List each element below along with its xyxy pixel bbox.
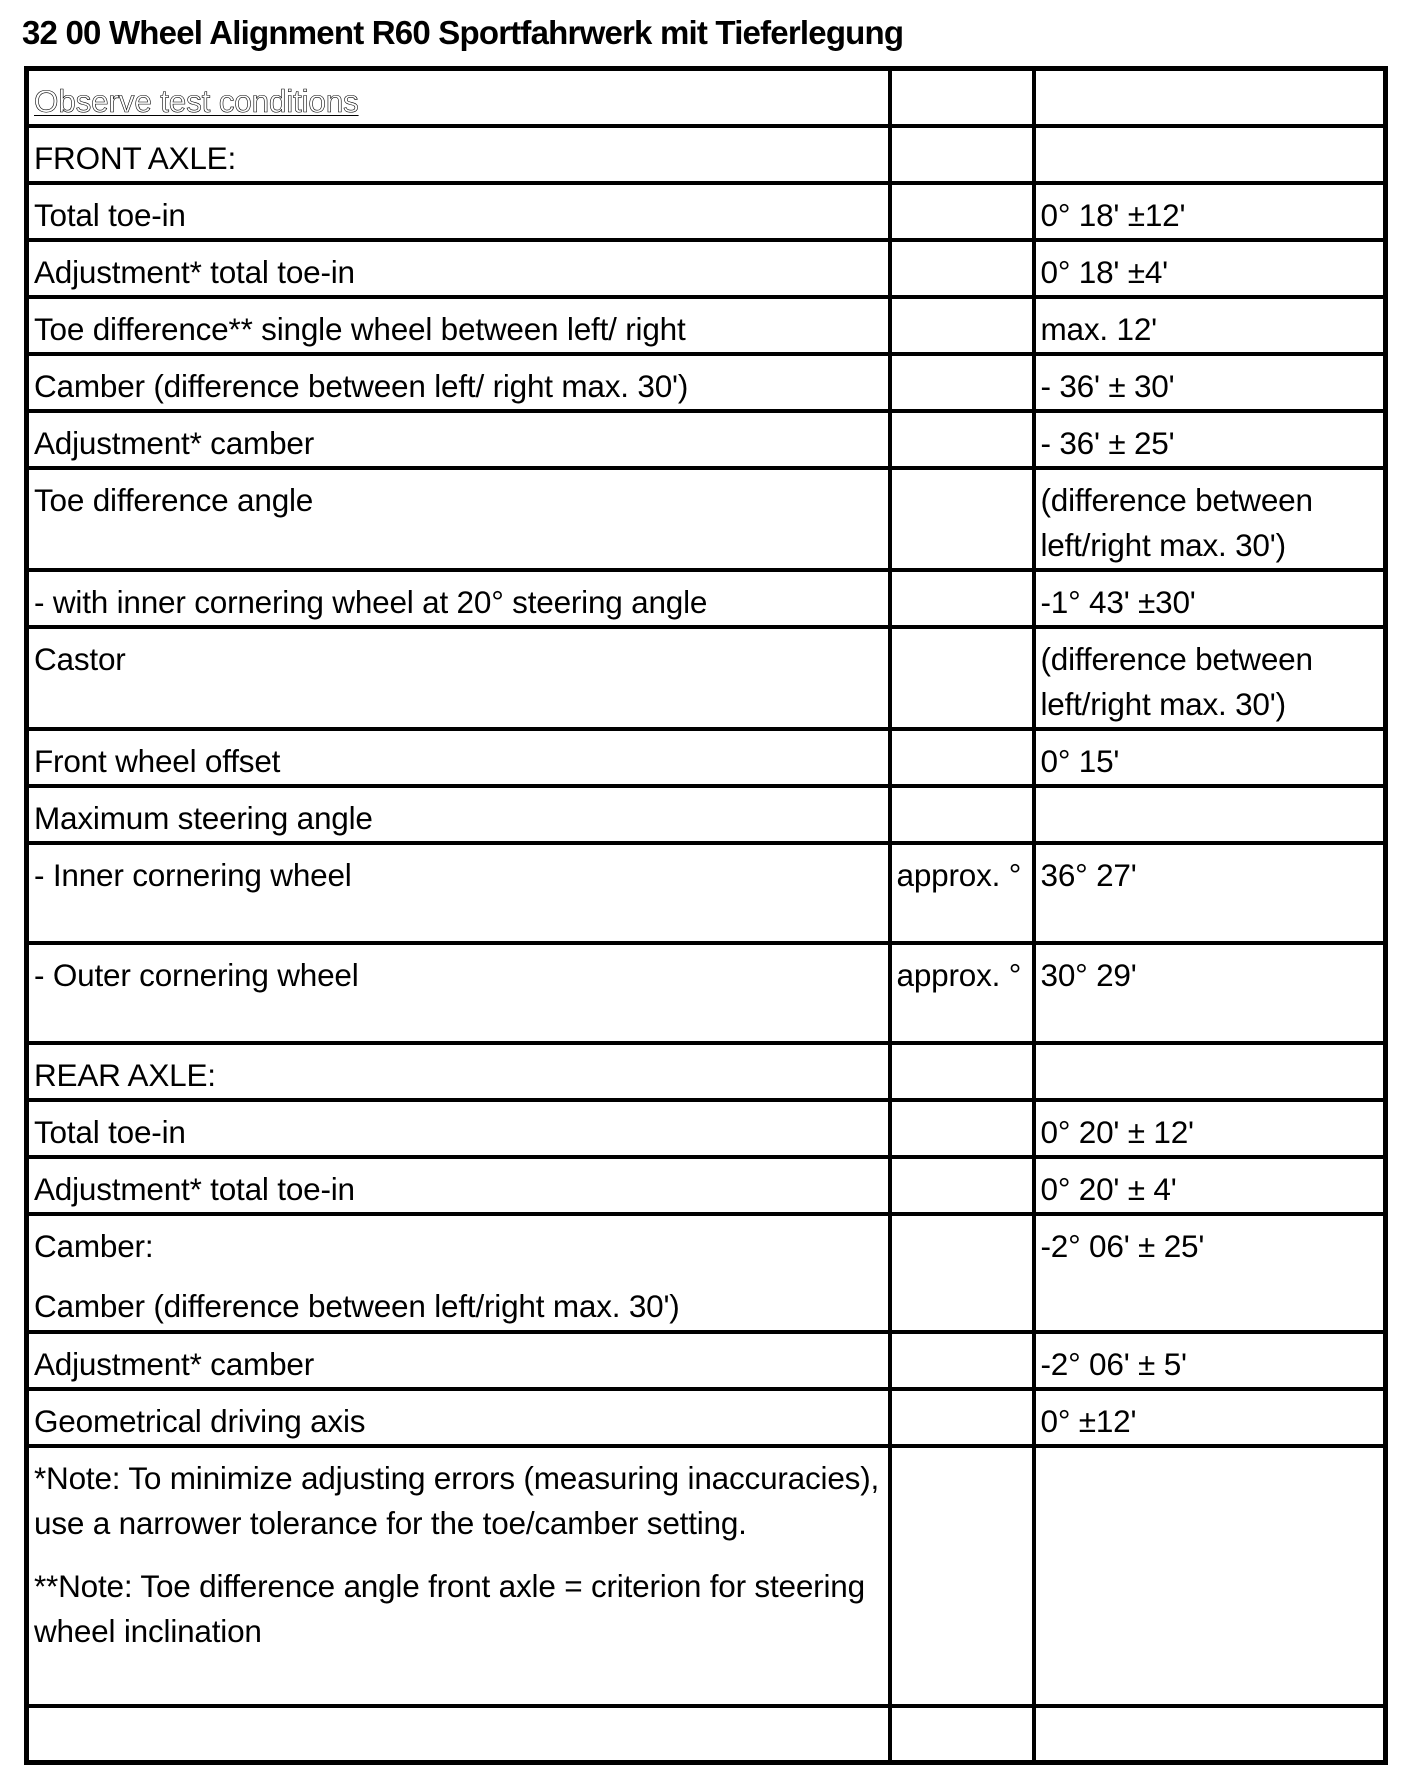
table-row — [27, 1157, 1386, 1214]
table-cell-approx — [890, 1389, 1034, 1446]
table-cell-parameter — [27, 1214, 890, 1332]
note-toe-difference: **Note: Toe difference angle front axle = criterion for steering wheel inclination — [34, 1568, 865, 1649]
table-cell-value — [1034, 69, 1386, 127]
camber-heading: Camber: — [34, 1228, 154, 1264]
table-cell-parameter: Adjustment* total toe-in — [27, 1157, 890, 1214]
table-cell-parameter: Total toe-in — [27, 1100, 890, 1157]
table-cell-value — [1034, 1446, 1386, 1706]
table-row — [27, 570, 1386, 627]
table-cell-parameter: - Outer cornering wheel — [27, 943, 890, 1043]
table-cell-approx: approx. ° — [890, 943, 1034, 1043]
table-cell-parameter: Front wheel offset — [27, 729, 890, 786]
table-cell-parameter: Camber (difference between left/ right max. 30') — [27, 354, 890, 411]
table-cell-value: 0° 20' ± 4' — [1034, 1157, 1386, 1214]
table-cell-parameter: Geometrical driving axis — [27, 1389, 890, 1446]
table-cell-approx — [890, 1446, 1034, 1706]
table-cell-parameter: Total toe-in — [27, 183, 890, 240]
table-cell-parameter: REAR AXLE: — [27, 1043, 890, 1100]
table-cell-parameter — [27, 69, 890, 127]
table-cell-parameter: FRONT AXLE: — [27, 126, 890, 183]
table-row — [27, 786, 1386, 843]
table-cell-parameter: Adjustment* camber — [27, 1332, 890, 1389]
table-cell-value — [1034, 786, 1386, 843]
table-row — [27, 69, 1386, 127]
table-cell-approx — [890, 126, 1034, 183]
table-row — [27, 627, 1386, 729]
table-cell-parameter — [27, 1706, 890, 1762]
table-cell-value: -1° 43' ±30' — [1034, 570, 1386, 627]
camber-difference-text: Camber (difference between left/right max. 30') — [34, 1288, 680, 1324]
table-cell-approx — [890, 1157, 1034, 1214]
table-cell-approx — [890, 411, 1034, 468]
table-row — [27, 126, 1386, 183]
table-cell-value: - 36' ± 30' — [1034, 354, 1386, 411]
table-cell-approx — [890, 297, 1034, 354]
table-cell-approx — [890, 786, 1034, 843]
table-cell-value: (difference between left/right max. 30') — [1034, 468, 1386, 570]
table-cell-parameter: Toe difference angle — [27, 468, 890, 570]
table-row — [27, 1214, 1386, 1332]
table-cell-parameter: - with inner cornering wheel at 20° steering angle — [27, 570, 890, 627]
table-cell-value: 0° 18' ±12' — [1034, 183, 1386, 240]
table-cell-approx — [890, 1100, 1034, 1157]
table-row — [27, 1043, 1386, 1100]
table-row — [27, 183, 1386, 240]
notes-cell — [27, 1446, 890, 1706]
table-cell-approx — [890, 1043, 1034, 1100]
test-conditions-link[interactable]: Observe test conditions — [34, 83, 359, 119]
alignment-spec-table — [24, 66, 1388, 1765]
table-cell-parameter: Maximum steering angle — [27, 786, 890, 843]
table-row — [27, 297, 1386, 354]
table-row — [27, 1332, 1386, 1389]
table-cell-approx — [890, 570, 1034, 627]
table-cell-approx — [890, 240, 1034, 297]
table-cell-value: -2° 06' ± 25' — [1034, 1214, 1386, 1332]
table-row — [27, 1446, 1386, 1706]
table-cell-value: 0° 20' ± 12' — [1034, 1100, 1386, 1157]
table-cell-approx — [890, 468, 1034, 570]
table-cell-approx — [890, 183, 1034, 240]
table-row — [27, 843, 1386, 943]
table-row — [27, 411, 1386, 468]
table-row — [27, 729, 1386, 786]
table-cell-value: -2° 06' ± 5' — [1034, 1332, 1386, 1389]
table-cell-approx — [890, 1332, 1034, 1389]
table-row — [27, 943, 1386, 1043]
table-row — [27, 468, 1386, 570]
table-cell-value: - 36' ± 25' — [1034, 411, 1386, 468]
table-row — [27, 240, 1386, 297]
table-cell-value: (difference between left/right max. 30') — [1034, 627, 1386, 729]
table-cell-parameter: Toe difference** single wheel between left/ right — [27, 297, 890, 354]
table-cell-approx — [890, 69, 1034, 127]
table-cell-value: 30° 29' — [1034, 943, 1386, 1043]
table-cell-parameter: Adjustment* total toe-in — [27, 240, 890, 297]
note-adjusting-errors: *Note: To minimize adjusting errors (measuring inaccuracies), use a narrower tolerance for the toe/camber setting. — [34, 1460, 880, 1541]
table-cell-approx — [890, 1214, 1034, 1332]
table-cell-value: max. 12' — [1034, 297, 1386, 354]
table-cell-parameter: - Inner cornering wheel — [27, 843, 890, 943]
table-cell-value: 0° 18' ±4' — [1034, 240, 1386, 297]
table-cell-approx — [890, 627, 1034, 729]
table-cell-value — [1034, 126, 1386, 183]
table-cell-value: 0° ±12' — [1034, 1389, 1386, 1446]
table-cell-approx — [890, 729, 1034, 786]
table-cell-value — [1034, 1706, 1386, 1762]
table-cell-value — [1034, 1043, 1386, 1100]
table-row — [27, 354, 1386, 411]
table-cell-parameter: Castor — [27, 627, 890, 729]
table-row — [27, 1100, 1386, 1157]
table-row — [27, 1389, 1386, 1446]
table-cell-approx — [890, 354, 1034, 411]
page-title: 32 00 Wheel Alignment R60 Sportfahrwerk mit Tieferlegung — [22, 14, 904, 51]
table-cell-value: 0° 15' — [1034, 729, 1386, 786]
table-cell-approx — [890, 1706, 1034, 1762]
table-cell-parameter: Adjustment* camber — [27, 411, 890, 468]
table-cell-approx: approx. ° — [890, 843, 1034, 943]
table-row — [27, 1706, 1386, 1762]
table-cell-value: 36° 27' — [1034, 843, 1386, 943]
